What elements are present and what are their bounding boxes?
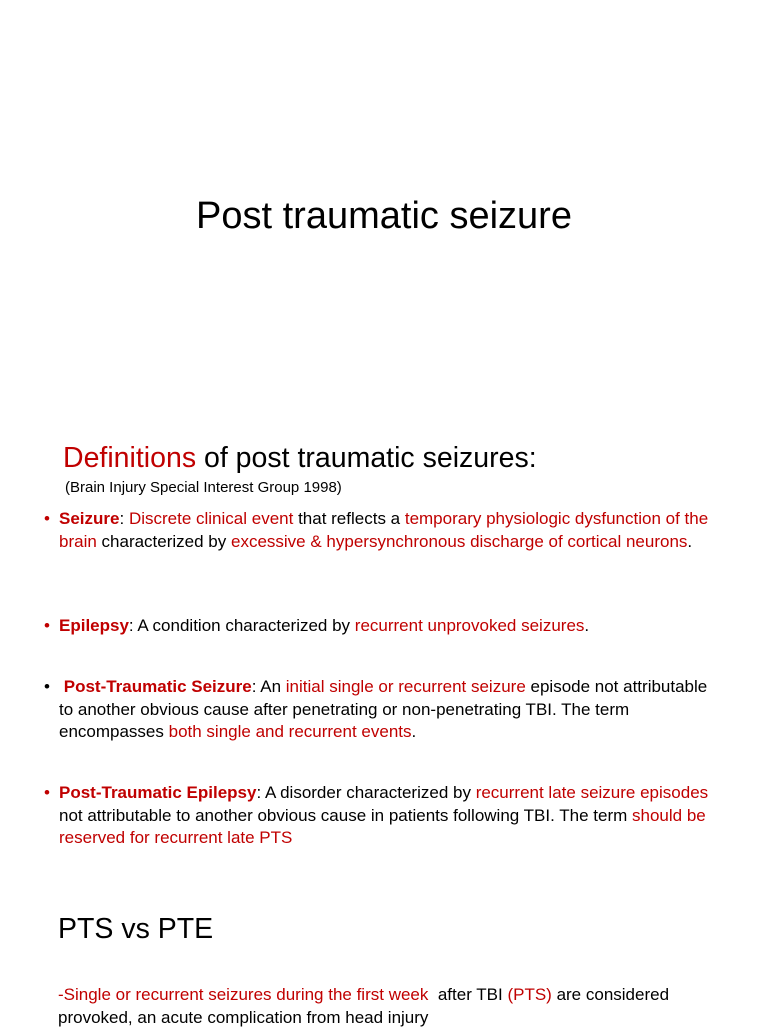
text-span: episode not attributable to another obvious cause after penetrating or non-penetrating TBI. The term encompasses	[59, 677, 708, 741]
highlight-span: -Single or recurrent seizures during the first week	[58, 985, 429, 1004]
bullet-marker: •	[44, 616, 50, 635]
term-post-traumatic-seizure: Post-Traumatic Seizure	[63, 677, 252, 696]
bullet-seizure	[44, 508, 724, 553]
definitions-heading	[63, 439, 537, 477]
text-span: .	[584, 616, 590, 635]
definitions-heading-rest: of post traumatic seizures:	[196, 442, 537, 474]
definitions-source: (Brain Injury Special Interest Group 1998)	[65, 479, 342, 496]
text-span: .	[411, 722, 417, 741]
text-span: : A condition characterized by	[128, 616, 355, 635]
highlight-span: (PTS)	[507, 985, 552, 1004]
highlight-span: should be reserved for recurrent late PTS	[59, 805, 706, 847]
slide-title-text: Post traumatic seizure	[196, 195, 572, 238]
bullet-post-traumatic-seizure	[44, 676, 724, 744]
pts-vs-pte-heading: PTS vs PTE	[58, 913, 214, 945]
pts-vs-pte-paragraph	[58, 983, 718, 1029]
slide-title	[0, 0, 768, 384]
text-span: : A disorder characterized by	[256, 783, 476, 802]
definitions-heading-red: Definitions	[63, 442, 197, 474]
highlight-span: recurrent late seizure episodes	[475, 783, 709, 802]
highlight-span: excessive & hypersynchronous discharge of cortical neurons	[231, 531, 688, 551]
bullet-marker: •	[44, 677, 50, 696]
bullet-marker: •	[44, 783, 50, 802]
bullet-epilepsy	[44, 615, 724, 638]
highlight-span: recurrent unprovoked seizures	[354, 616, 585, 635]
bullet-post-traumatic-epilepsy	[44, 782, 724, 850]
highlight-span: Discrete clinical event	[128, 509, 294, 528]
term-post-traumatic-epilepsy: Post-Traumatic Epilepsy	[59, 783, 257, 802]
highlight-span: both single and recurrent events	[168, 722, 412, 741]
text-span: not attributable to another obvious cause in patients following TBI. The term	[59, 805, 632, 825]
text-span: .	[687, 531, 693, 551]
highlight-span: temporary physiologic dysfunction of the brain	[59, 509, 709, 551]
term-epilepsy: Epilepsy	[59, 616, 129, 635]
text-span: :	[119, 509, 129, 528]
highlight-span: initial single or recurrent seizure	[285, 677, 526, 696]
text-span: : An	[251, 677, 286, 696]
text-span: after TBI	[428, 985, 508, 1004]
bullet-marker: •	[44, 509, 50, 528]
text-span: characterized by	[96, 531, 231, 551]
term-seizure: Seizure	[59, 509, 120, 528]
text-span: are considered provoked, an acute complication from head injury	[58, 985, 670, 1027]
text-span: that reflects a	[293, 509, 405, 528]
